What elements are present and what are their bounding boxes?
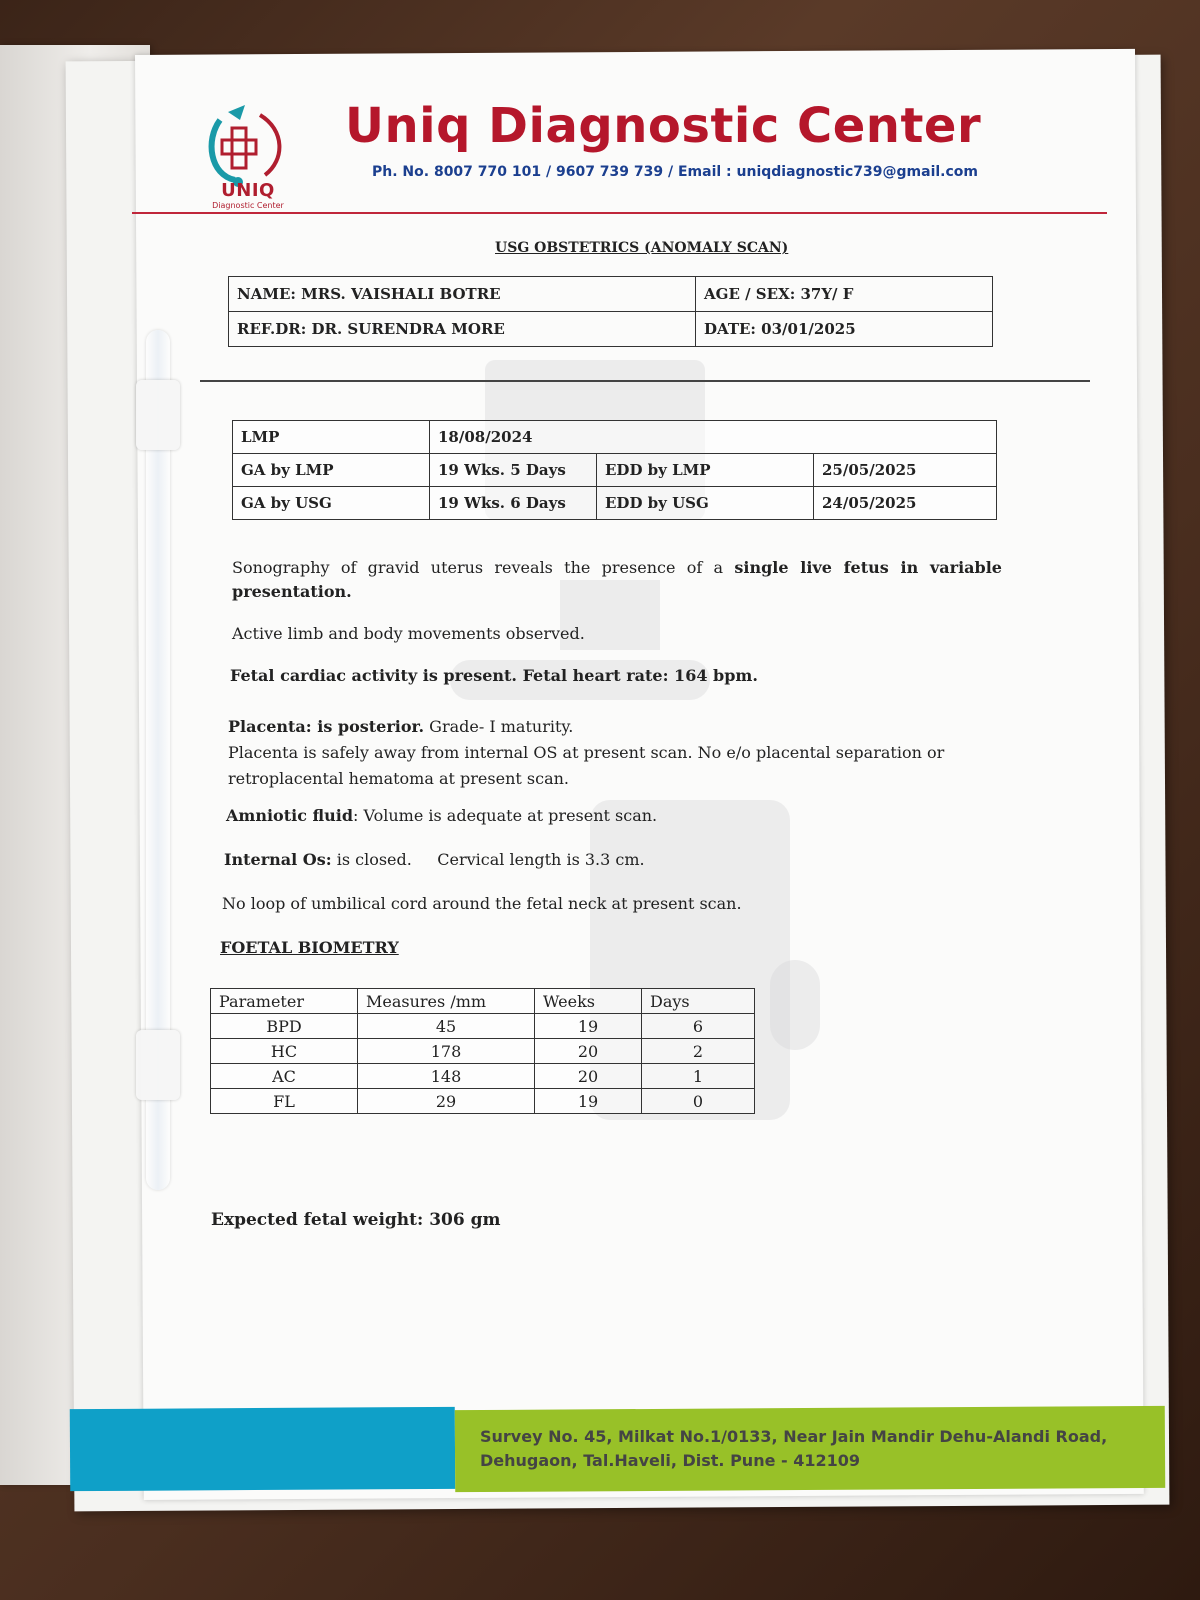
internal-os-text: is closed. Cervical length is 3.3 cm. (331, 850, 645, 869)
table-cell: 178 (358, 1039, 535, 1064)
table-cell: 20 (535, 1064, 642, 1089)
amniotic-text: : Volume is adequate at present scan. (353, 806, 658, 825)
table-cell: FL (211, 1089, 358, 1114)
biometry-header: Parameter (211, 989, 358, 1014)
expected-fetal-weight: Expected fetal weight: 306 gm (211, 1210, 501, 1230)
footer-address-line2: Dehugaon, Tal.Haveli, Dist. Pune - 412109 (480, 1451, 861, 1470)
finding-cardiac: Fetal cardiac activity is present. Fetal heart rate: 164 bpm. (230, 666, 758, 685)
finding-fetus-text: Sonography of gravid uterus reveals the presence of a (232, 558, 735, 577)
file-fastener (128, 330, 188, 1190)
lmp-value: 18/08/2024 (430, 421, 997, 454)
table-cell: 0 (642, 1089, 755, 1114)
ga-usg-value: 19 Wks. 6 Days (430, 487, 597, 520)
finding-fetus-bold: single live fetus in variable presentation. (232, 558, 1002, 601)
table-cell: 19 (535, 1014, 642, 1039)
table-row (211, 1014, 755, 1039)
finding-amniotic (226, 806, 657, 825)
logo-wordmark (198, 180, 298, 210)
finding-placenta (228, 714, 1018, 792)
gestation-table (232, 420, 997, 520)
biometry-header: Measures /mm (358, 989, 535, 1014)
table-cell: 1 (642, 1064, 755, 1089)
patient-age-sex: AGE / SEX: 37Y/ F (696, 277, 993, 312)
biometry-header: Days (642, 989, 755, 1014)
ga-lmp-value: 19 Wks. 5 Days (430, 454, 597, 487)
referring-doctor: REF.DR: DR. SURENDRA MORE (229, 312, 696, 347)
footer-address (480, 1425, 1107, 1473)
finding-movements: Active limb and body movements observed. (232, 624, 585, 643)
table-cell: 45 (358, 1014, 535, 1039)
header-divider (132, 212, 1107, 214)
placenta-grade: Grade- I maturity. (424, 717, 574, 736)
center-title: Uniq Diagnostic Center (345, 98, 982, 154)
edd-lmp-label: EDD by LMP (597, 454, 814, 487)
amniotic-label: Amniotic fluid (226, 806, 354, 825)
finding-cord: No loop of umbilical cord around the fetal neck at present scan. (222, 894, 742, 913)
table-cell: 29 (358, 1089, 535, 1114)
edd-lmp-value: 25/05/2025 (814, 454, 997, 487)
ga-lmp-label: GA by LMP (233, 454, 430, 487)
placenta-label: Placenta: is posterior. (228, 717, 425, 736)
table-cell: BPD (211, 1014, 358, 1039)
finding-fetus (232, 556, 1002, 604)
table-cell: AC (211, 1064, 358, 1089)
report-title: USG OBSTETRICS (ANOMALY SCAN) (495, 240, 789, 256)
table-cell: HC (211, 1039, 358, 1064)
watermark-wheel (770, 960, 820, 1050)
table-cell: 148 (358, 1064, 535, 1089)
edd-usg-value: 24/05/2025 (814, 487, 997, 520)
logo-word: UNIQ (221, 180, 275, 201)
biometry-header: Weeks (535, 989, 642, 1014)
table-row (211, 1064, 755, 1089)
contact-line: Ph. No. 8007 770 101 / 9607 739 739 / Email : uniqdiagnostic739@gmail.com (372, 164, 978, 180)
section-rule (200, 380, 1090, 382)
ga-usg-label: GA by USG (233, 487, 430, 520)
lmp-label: LMP (233, 421, 430, 454)
table-row (211, 1039, 755, 1064)
patient-table (228, 276, 993, 347)
biometry-table (210, 988, 755, 1114)
biometry-title: FOETAL BIOMETRY (220, 938, 399, 957)
table-cell: 19 (535, 1089, 642, 1114)
table-cell: 20 (535, 1039, 642, 1064)
placenta-detail: Placenta is safely away from internal OS at present scan. No e/o placental separation or retroplacental hematoma at present scan. (228, 743, 945, 788)
internal-os-label: Internal Os: (224, 850, 332, 869)
footer-address-line1: Survey No. 45, Milkat No.1/0133, Near Jain Mandir Dehu-Alandi Road, (480, 1427, 1108, 1446)
logo-subtitle: Diagnostic Center (212, 201, 284, 210)
finding-internal-os (224, 850, 645, 869)
report-date: DATE: 03/01/2025 (696, 312, 993, 347)
footer-blue-band (70, 1407, 455, 1491)
edd-usg-label: EDD by USG (597, 487, 814, 520)
table-row (211, 1089, 755, 1114)
patient-name: NAME: MRS. VAISHALI BOTRE (229, 277, 696, 312)
table-cell: 2 (642, 1039, 755, 1064)
table-cell: 6 (642, 1014, 755, 1039)
